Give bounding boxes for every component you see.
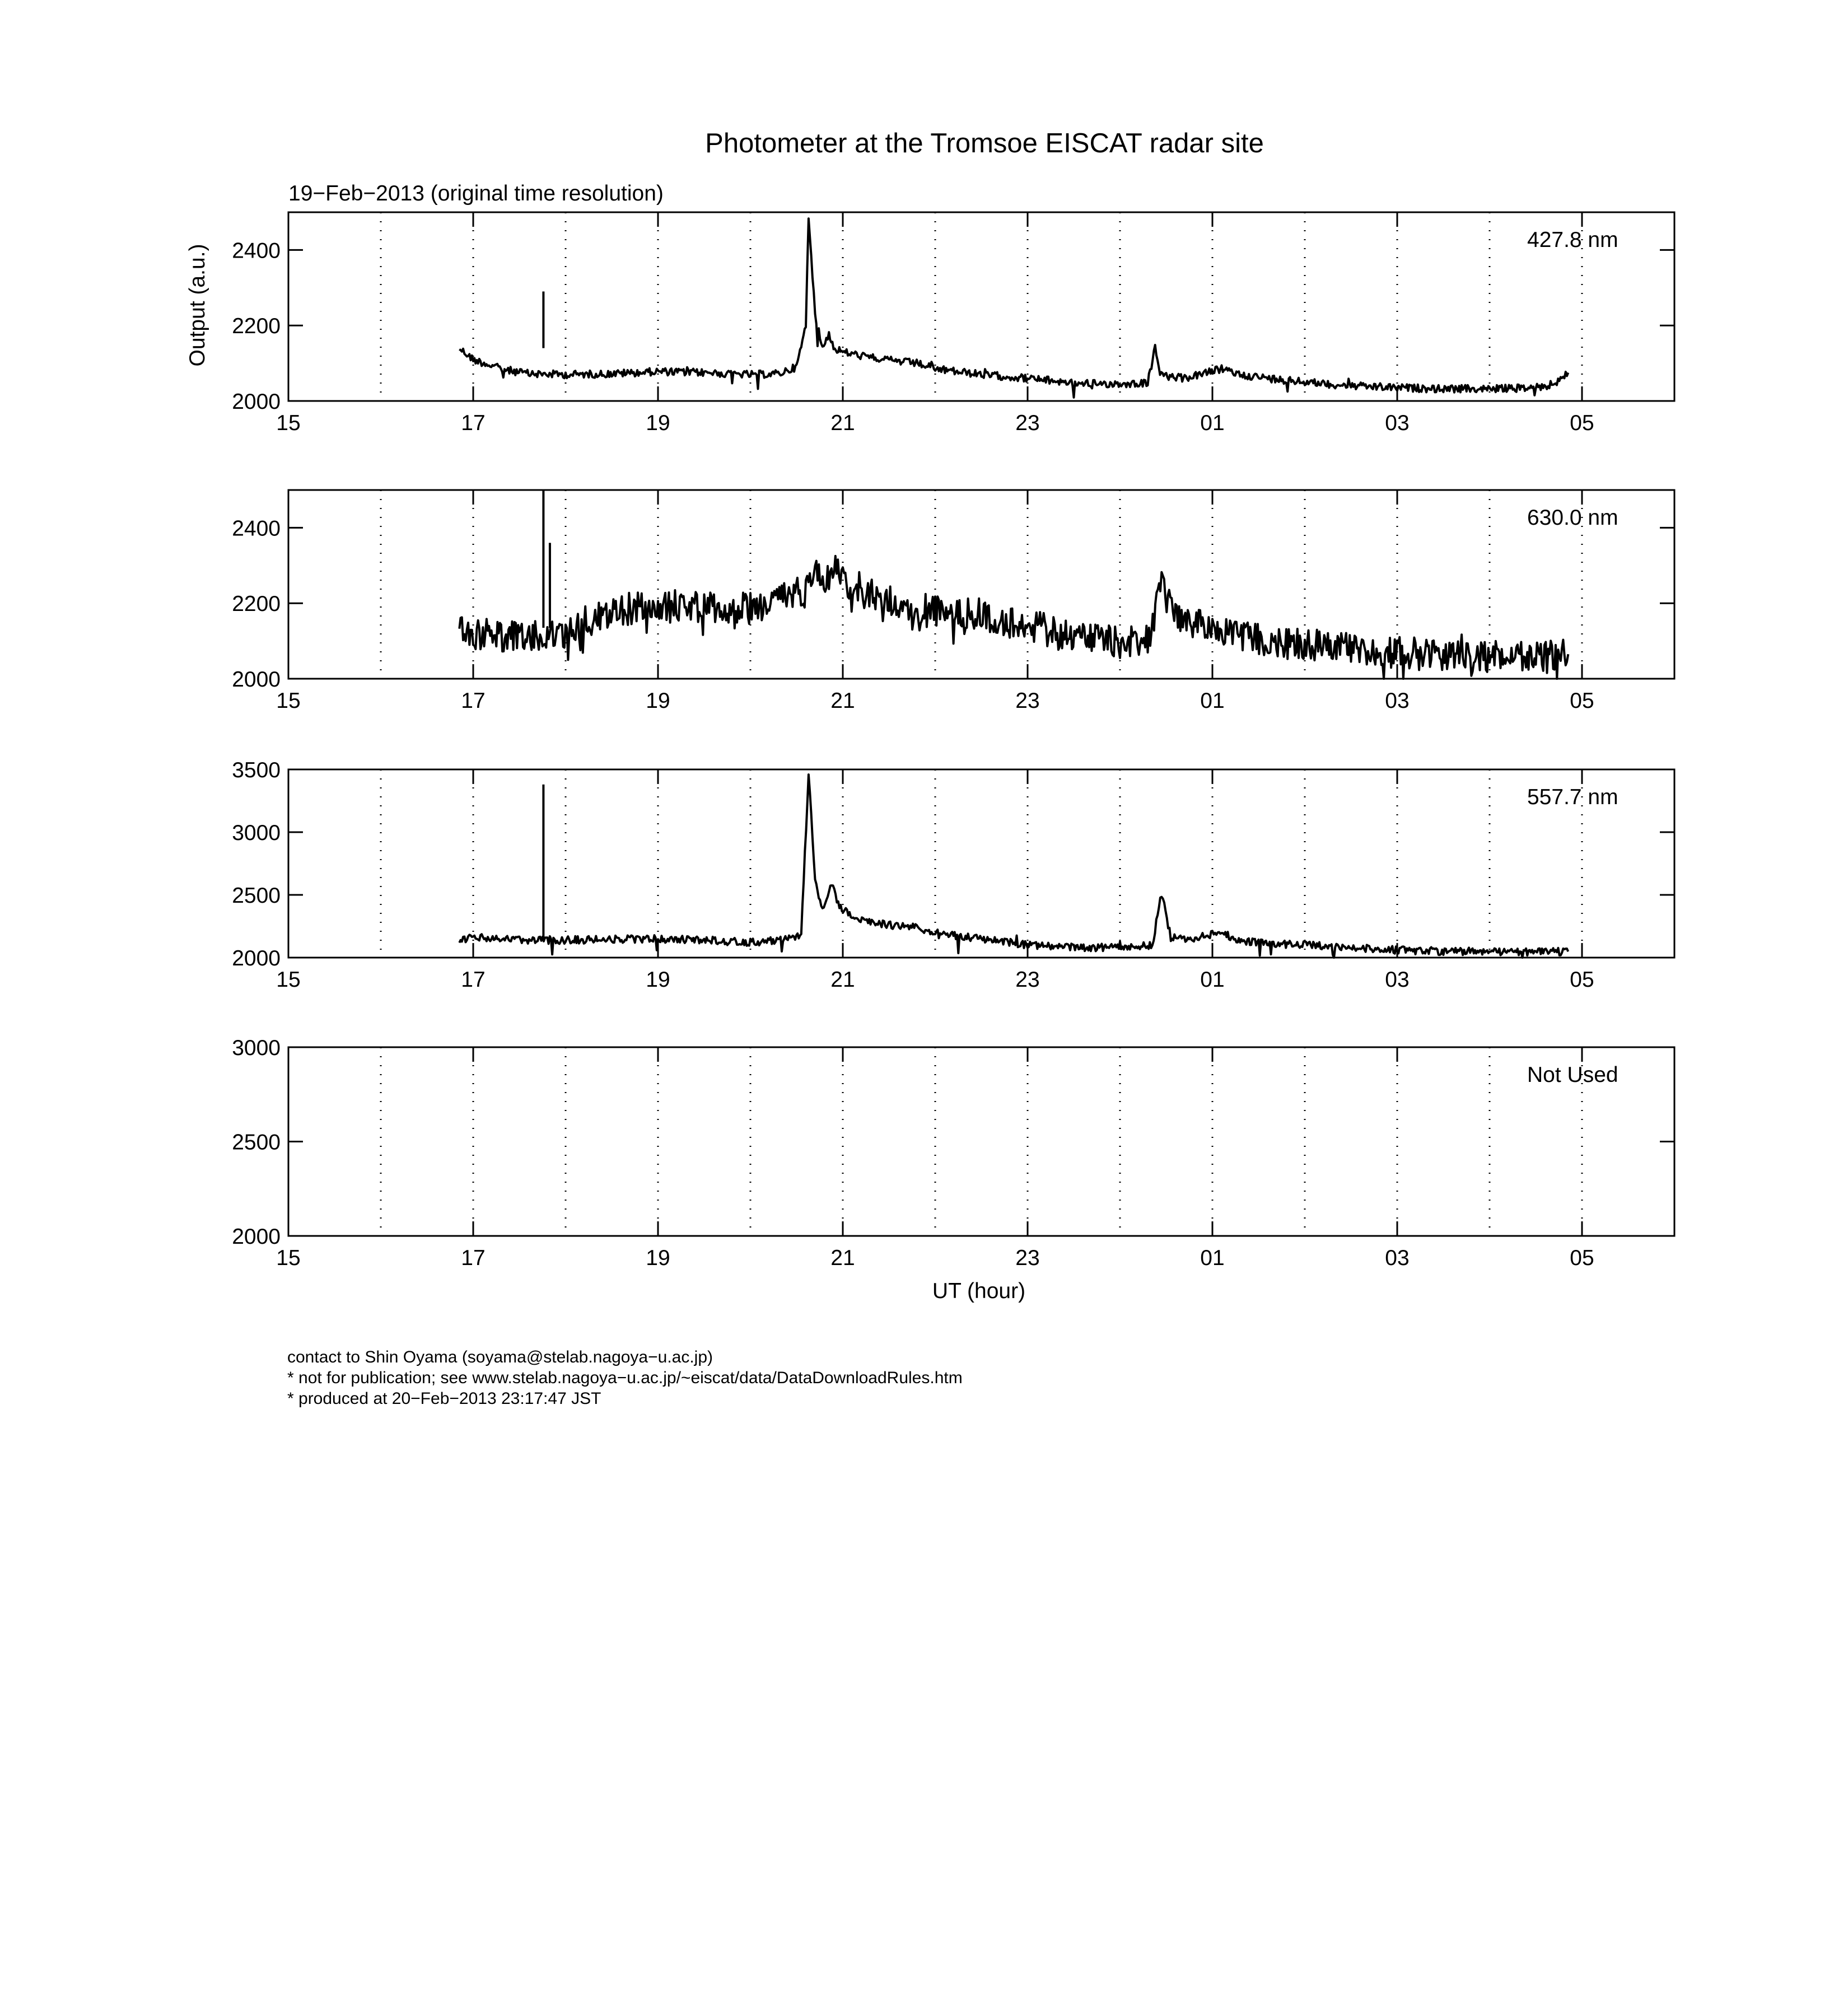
x-tick-label: 05 (1570, 1246, 1594, 1270)
chart-subtitle: 19−Feb−2013 (original time resolution) (288, 181, 664, 206)
footnotes (287, 1347, 963, 1409)
x-tick-label: 17 (461, 1246, 486, 1270)
panel-2 (232, 490, 1674, 713)
x-tick-label: 01 (1200, 968, 1225, 992)
x-tick-label: 17 (461, 968, 486, 992)
y-tick-label: 2000 (232, 668, 281, 692)
x-tick-label: 21 (830, 689, 855, 713)
axes-box (288, 1047, 1674, 1236)
chart-title: Photometer at the Tromsoe EISCAT radar site (705, 128, 1264, 158)
x-tick-label: 19 (646, 968, 670, 992)
footnote-rules: * not for publication; see www.stelab.nagoya−u.ac.jp/~eiscat/data/DataDownloadRules.htm (287, 1369, 963, 1387)
x-tick-label: 19 (646, 689, 670, 713)
panel-label: 557.7 nm (1527, 785, 1618, 809)
panel-1 (232, 212, 1674, 435)
x-tick-label: 19 (646, 1246, 670, 1270)
x-tick-label: 03 (1385, 411, 1410, 435)
y-tick-label: 2000 (232, 390, 281, 414)
panel-label: Not Used (1527, 1063, 1618, 1087)
y-tick-label: 2500 (232, 884, 281, 908)
y-tick-label: 2400 (232, 239, 281, 263)
axes-box (288, 769, 1674, 958)
panel-4 (232, 1036, 1674, 1270)
y-tick-label: 2000 (232, 946, 281, 970)
x-tick-label: 23 (1015, 411, 1040, 435)
x-tick-label: 15 (276, 1246, 301, 1270)
x-tick-label: 21 (830, 968, 855, 992)
data-trace (459, 556, 1568, 679)
x-tick-label: 03 (1385, 1246, 1410, 1270)
x-tick-label: 23 (1015, 689, 1040, 713)
x-tick-label: 05 (1570, 968, 1594, 992)
y-tick-label: 3000 (232, 821, 281, 845)
x-tick-label: 21 (830, 1246, 855, 1270)
panels (232, 212, 1674, 1270)
y-axis-label: Output (a.u.) (185, 244, 209, 367)
panel-label: 427.8 nm (1527, 228, 1618, 252)
x-tick-label: 01 (1200, 1246, 1225, 1270)
x-tick-label: 19 (646, 411, 670, 435)
x-tick-label: 15 (276, 689, 301, 713)
y-tick-label: 2200 (232, 592, 281, 617)
y-tick-label: 2000 (232, 1225, 281, 1249)
data-trace (459, 774, 1568, 958)
y-tick-label: 2500 (232, 1130, 281, 1155)
y-tick-label: 2200 (232, 314, 281, 339)
footnote-produced: * produced at 20−Feb−2013 23:17:47 JST (287, 1389, 601, 1408)
y-tick-label: 3500 (232, 758, 281, 782)
x-tick-label: 05 (1570, 411, 1594, 435)
x-tick-label: 01 (1200, 689, 1225, 713)
x-tick-label: 05 (1570, 689, 1594, 713)
y-tick-label: 2400 (232, 516, 281, 541)
footnote-contact: contact to Shin Oyama (soyama@stelab.nagoya−u.ac.jp) (287, 1348, 713, 1366)
x-tick-label: 23 (1015, 1246, 1040, 1270)
x-tick-label: 15 (276, 968, 301, 992)
panel-label: 630.0 nm (1527, 506, 1618, 530)
x-tick-label: 17 (461, 411, 486, 435)
panel-3 (232, 758, 1674, 992)
data-trace (459, 218, 1568, 398)
x-tick-label: 01 (1200, 411, 1225, 435)
x-tick-label: 15 (276, 411, 301, 435)
y-tick-label: 3000 (232, 1036, 281, 1060)
x-tick-label: 03 (1385, 968, 1410, 992)
x-axis-label: UT (hour) (932, 1279, 1026, 1303)
x-tick-label: 21 (830, 411, 855, 435)
x-tick-label: 17 (461, 689, 486, 713)
x-tick-label: 03 (1385, 689, 1410, 713)
x-tick-label: 23 (1015, 968, 1040, 992)
